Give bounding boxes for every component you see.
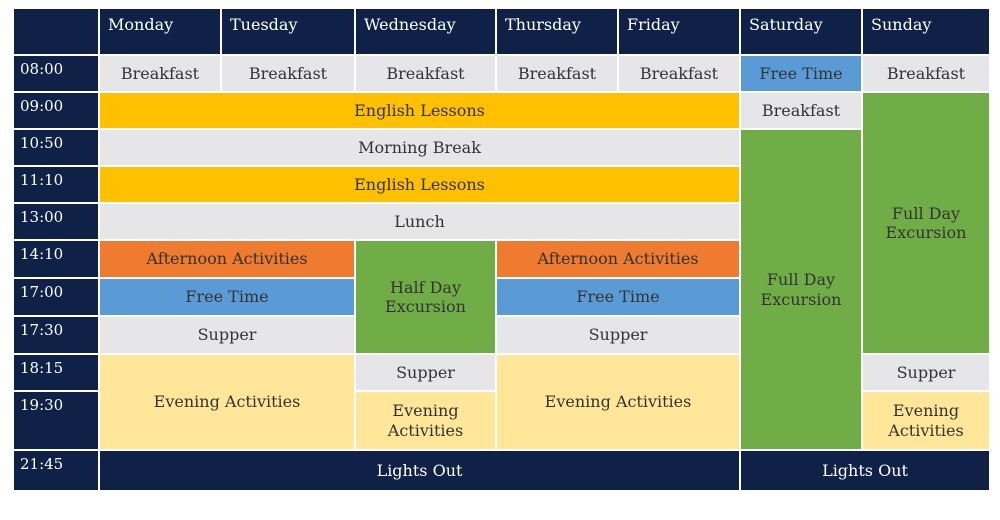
breakfast-friday: Breakfast [619, 56, 739, 91]
english-lessons-morning: English Lessons [100, 93, 739, 128]
evening-activities-thu-fri: Evening Activities [497, 355, 739, 449]
breakfast-monday: Breakfast [100, 56, 220, 91]
breakfast-tuesday: Breakfast [222, 56, 354, 91]
free-time-mon-tue: Free Time [100, 279, 354, 315]
time-label: 14:10 [14, 241, 98, 277]
day-header-tuesday: Tuesday [222, 9, 354, 54]
day-header-sunday: Sunday [863, 9, 989, 54]
free-time-saturday-morning: Free Time [741, 56, 861, 91]
lunch: Lunch [100, 204, 739, 239]
day-header-monday: Monday [100, 9, 220, 54]
time-label: 18:15 [14, 355, 98, 390]
full-day-excursion-sunday: Full Day Excursion [863, 93, 989, 353]
time-label: 19:30 [14, 392, 98, 449]
full-day-excursion-saturday: Full Day Excursion [741, 130, 861, 449]
corner-cell [14, 9, 98, 54]
evening-activities-sunday: Evening Activities [863, 392, 989, 449]
lights-out-weekend: Lights Out [741, 451, 989, 490]
time-label: 11:10 [14, 167, 98, 202]
lights-out-weekdays: Lights Out [100, 451, 739, 490]
breakfast-saturday: Breakfast [741, 93, 861, 128]
day-header-friday: Friday [619, 9, 739, 54]
time-label: 09:00 [14, 93, 98, 128]
free-time-thu-fri: Free Time [497, 279, 739, 315]
evening-activities-mon-tue: Evening Activities [100, 355, 354, 449]
day-header-wednesday: Wednesday [356, 9, 495, 54]
time-label: 08:00 [14, 56, 98, 91]
breakfast-thursday: Breakfast [497, 56, 617, 91]
half-day-excursion-wednesday: Half Day Excursion [356, 241, 495, 353]
breakfast-sunday: Breakfast [863, 56, 989, 91]
evening-activities-wednesday: Evening Activities [356, 392, 495, 449]
weekly-timetable [13, 8, 990, 508]
time-label: 17:30 [14, 317, 98, 353]
day-header-thursday: Thursday [497, 9, 617, 54]
supper-wednesday: Supper [356, 355, 495, 390]
supper-thu-fri: Supper [497, 317, 739, 353]
time-label: 21:45 [14, 451, 98, 490]
time-label: 17:00 [14, 279, 98, 315]
time-label: 10:50 [14, 130, 98, 165]
breakfast-wednesday: Breakfast [356, 56, 495, 91]
morning-break: Morning Break [100, 130, 739, 165]
afternoon-activities-thu-fri: Afternoon Activities [497, 241, 739, 277]
supper-mon-tue: Supper [100, 317, 354, 353]
day-header-saturday: Saturday [741, 9, 861, 54]
time-label: 13:00 [14, 204, 98, 239]
afternoon-activities-mon-tue: Afternoon Activities [100, 241, 354, 277]
supper-sunday: Supper [863, 355, 989, 390]
english-lessons-late-morning: English Lessons [100, 167, 739, 202]
